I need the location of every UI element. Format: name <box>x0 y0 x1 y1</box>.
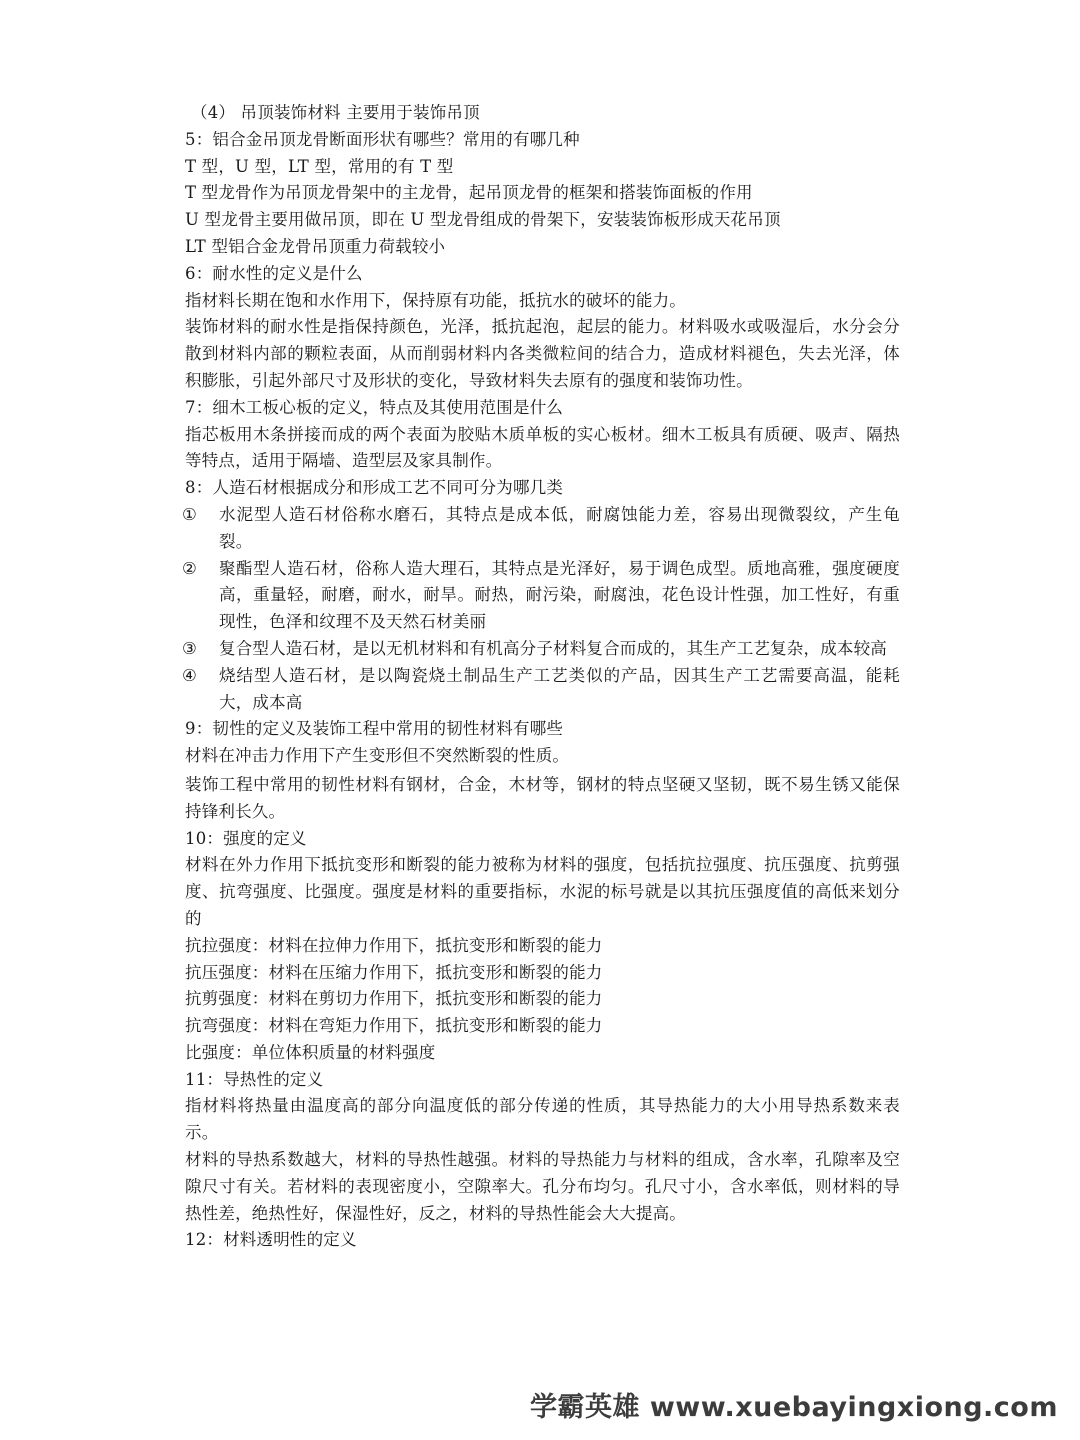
text-line: 指材料长期在饱和水作用下，保持原有功能，抵抗水的破坏的能力。 <box>185 290 686 310</box>
text-line: T 型龙骨作为吊顶龙骨架中的主龙骨，起吊顶龙骨的框架和搭装饰面板的作用 <box>185 183 753 203</box>
site-watermark: 学霸英雄 www.xuebayingxiong.com <box>529 1392 1058 1423</box>
text-line: 抗弯强度：材料在弯矩力作用下，抵抗变形和断裂的能力 <box>185 1016 603 1036</box>
list-item <box>182 636 900 663</box>
text-line: T 型，U 型，LT 型，常用的有 T 型 <box>185 156 454 176</box>
document-body <box>182 100 900 1254</box>
text-line: 抗拉强度：材料在拉伸力作用下，抵抗变形和断裂的能力 <box>185 935 603 955</box>
paragraph: 指材料将热量由温度高的部分向温度低的部分传递的性质，其导热能力的大小用导热系数来表示。 <box>185 1096 900 1143</box>
question-5: 5：铝合金吊顶龙骨断面形状有哪些？常用的有哪几种 <box>185 129 580 149</box>
list-marker: ③ <box>182 638 197 658</box>
list-item <box>182 663 900 717</box>
paragraph: 材料的导热系数越大，材料的导热性越强。材料的导热能力与材料的组成，含水率，孔隙率及空隙尺寸有关。若材料的表现密度小，空隙率大。孔分布均匀。孔尺寸小，含水率低，则材料的导热性差，绝热性好，保湿性好，反之，材料的导热性能会大大提高。 <box>185 1150 900 1223</box>
list-marker: ① <box>182 504 197 524</box>
paragraph: 指芯板用木条拼接而成的两个表面为胶贴木质单板的实心板材。细木工板具有质硬、吸声、隔热等特点，适用于隔墙、造型层及家具制作。 <box>185 424 900 471</box>
text-line: LT 型铝合金龙骨吊顶重力荷载较小 <box>185 236 446 256</box>
question-8: 8：人造石材根据成分和形成工艺不同可分为哪几类 <box>185 478 564 498</box>
list-item <box>182 556 900 636</box>
question-10: 10：强度的定义 <box>185 828 307 848</box>
text-line: 材料在冲击力作用下产生变形但不突然断裂的性质。 <box>185 746 570 766</box>
paragraph: 装饰工程中常用的韧性材料有钢材，合金，木材等，钢材的特点坚硬又坚韧，既不易生锈又能保持锋利长久。 <box>185 774 900 821</box>
list-item <box>182 502 900 556</box>
list-item-text: 烧结型人造石材，是以陶瓷烧土制品生产工艺类似的产品，因其生产工艺需要高温，能耗大，成本高 <box>219 665 900 712</box>
text-line: 抗压强度：材料在压缩力作用下，抵抗变形和断裂的能力 <box>185 962 603 982</box>
paragraph: 装饰材料的耐水性是指保持颜色，光泽，抵抗起泡，起层的能力。材料吸水或吸湿后，水分会分散到材料内部的颗粒表面，从而削弱材料内各类微粒间的结合力，造成材料褪色，失去光泽，体积膨胀，引起外部尺寸及形状的变化，导致材料失去原有的强度和装饰功性。 <box>185 317 900 390</box>
question-11: 11：导热性的定义 <box>185 1069 324 1089</box>
question-9: 9：韧性的定义及装饰工程中常用的韧性材料有哪些 <box>185 719 564 739</box>
list-item-text: 水泥型人造石材俗称水磨石，其特点是成本低，耐腐蚀能力差，容易出现微裂纹，产生龟裂。 <box>219 504 900 551</box>
text-line: U 型龙骨主要用做吊顶，即在 U 型龙骨组成的骨架下，安装装饰板形成天花吊顶 <box>185 210 781 230</box>
text-line: 比强度：单位体积质量的材料强度 <box>185 1042 436 1062</box>
question-12: 12：材料透明性的定义 <box>185 1230 357 1250</box>
heading-line: （4） 吊顶装饰材料 主要用于装饰吊顶 <box>191 103 480 122</box>
list-item-text: 复合型人造石材，是以无机材料和有机高分子材料复合而成的，其生产工艺复杂，成本较高 <box>219 638 887 658</box>
text-line: 抗剪强度：材料在剪切力作用下，抵抗变形和断裂的能力 <box>185 989 603 1009</box>
question-6: 6：耐水性的定义是什么 <box>185 263 363 283</box>
question-7: 7：细木工板心板的定义，特点及其使用范围是什么 <box>185 397 564 417</box>
paragraph: 材料在外力作用下抵抗变形和断裂的能力被称为材料的强度，包括抗拉强度、抗压强度、抗剪强度、抗弯强度、比强度。强度是材料的重要指标，水泥的标号就是以其抗压强度值的高低来划分的 <box>185 855 900 928</box>
list-marker: ④ <box>182 665 197 685</box>
list-item-text: 聚酯型人造石材，俗称人造大理石，其特点是光泽好，易于调色成型。质地高雅，强度硬度高，重量轻，耐磨，耐水，耐旱。耐热，耐污染，耐腐浊，花色设计性强，加工性好，有重现性，色泽和纹理不及天然石材美丽 <box>219 558 900 632</box>
list-marker: ② <box>182 558 197 578</box>
